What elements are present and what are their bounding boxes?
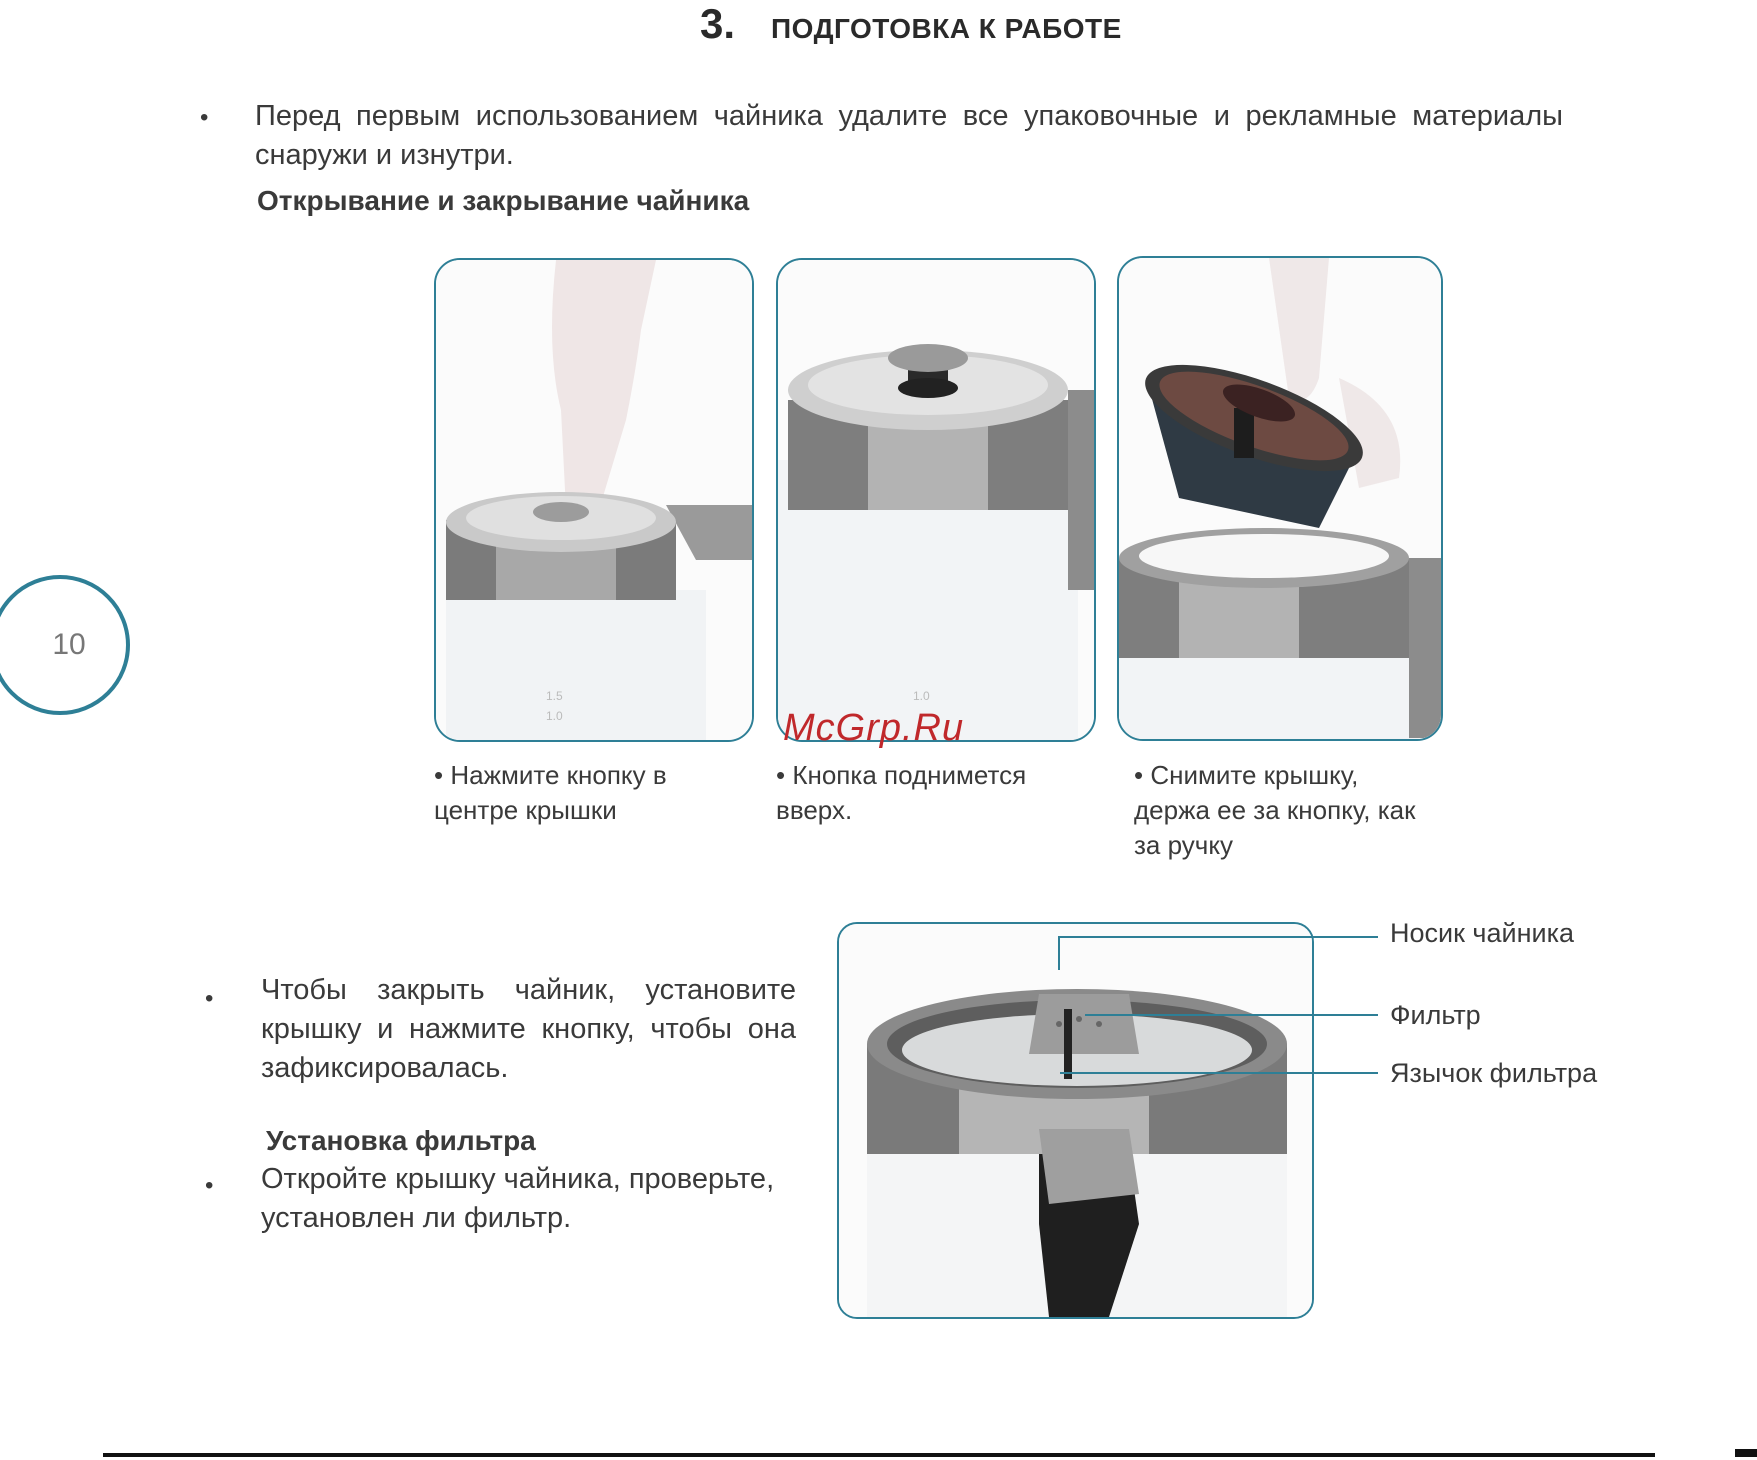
kettle-filter-photo: [837, 922, 1314, 1319]
filter-instruction-text: Откройте крышку чайника, проверьте, установлен ли фильтр.: [261, 1163, 775, 1234]
filter-heading: Установка фильтра: [266, 1125, 536, 1156]
callout-line-filter: [1085, 1014, 1378, 1016]
close-bullet: •: [205, 985, 214, 1012]
close-instruction-text: Чтобы закрыть чайник, установите крышку и нажмите кнопку, чтобы она зафиксировалась.: [261, 974, 796, 1084]
kettle-press-button-photo: [434, 258, 754, 742]
watermark: McGrp.Ru: [783, 707, 965, 749]
svg-text:1.0: 1.0: [913, 689, 930, 703]
kettle-lid-raised-photo: [776, 258, 1096, 742]
section-number: 3.: [700, 0, 736, 47]
page-number-badge: [0, 575, 130, 715]
kettle-lid-removed-photo: [1117, 256, 1443, 741]
step-caption-2: • Кнопка поднимется вверх.: [776, 760, 1027, 825]
step-caption-1: • Нажмите кнопку в центре крышки: [434, 760, 667, 825]
svg-text:1.0: 1.0: [546, 709, 563, 723]
section-heading: ПОДГОТОВКА К РАБОТЕ: [771, 13, 1122, 44]
intro-text: Перед первым использованием чайника удалите все упаковочные и рекламные материалы снаружи и изнутри.: [255, 100, 1563, 171]
callout-filter: Фильтр: [1390, 1000, 1481, 1030]
section-title: [700, 0, 1122, 48]
step-caption-3: • Снимите крышку, держа ее за кнопку, как за ручку: [1134, 760, 1416, 860]
page-number: 10: [52, 628, 86, 661]
callout-line-spout: [1058, 936, 1378, 938]
callout-spout: Носик чайника: [1390, 918, 1574, 948]
svg-text:1.5: 1.5: [546, 689, 563, 703]
bottom-divider: [103, 1453, 1655, 1457]
open-close-heading: Открывание и закрывание чайника: [257, 185, 750, 216]
callout-line-spout-drop: [1058, 936, 1060, 970]
edge-mark: [1735, 1449, 1757, 1457]
intro-bullet: •: [200, 104, 209, 131]
callout-line-filter-tab: [1060, 1072, 1378, 1074]
filter-bullet: •: [205, 1172, 214, 1199]
callout-filter-tab: Язычок фильтра: [1390, 1058, 1598, 1088]
